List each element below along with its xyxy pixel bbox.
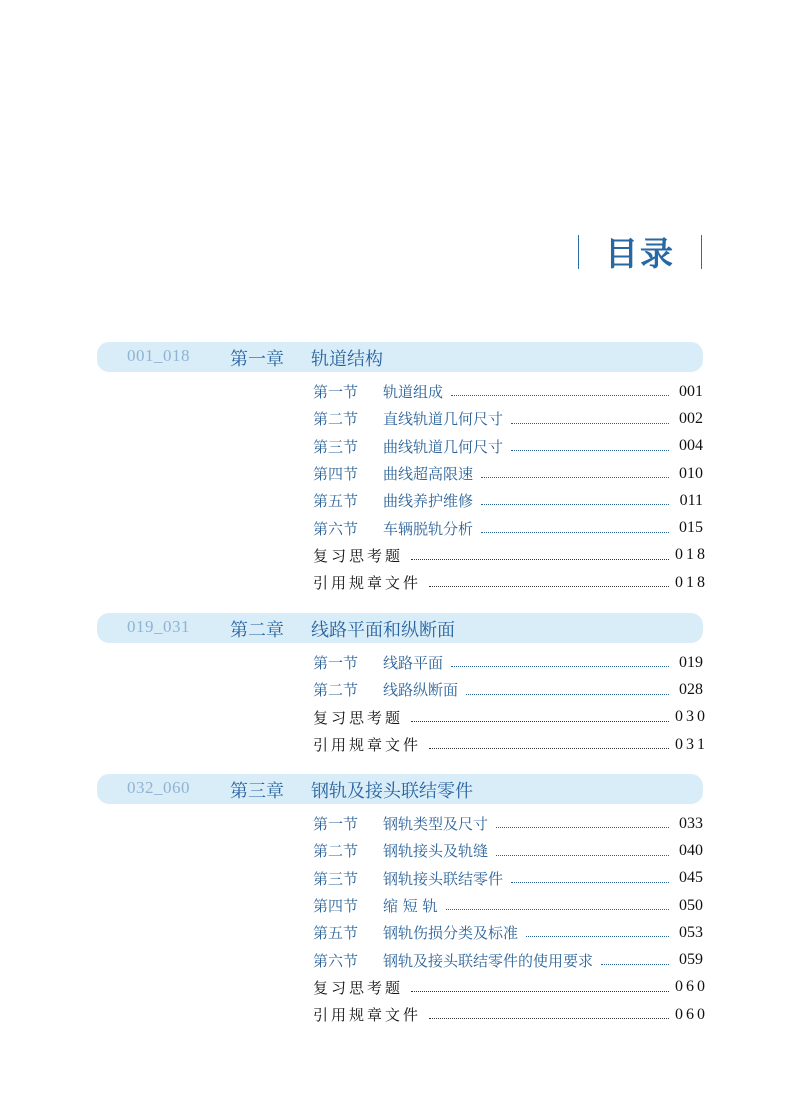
title-right-rule [701,235,702,269]
section-title: 曲线超高限速 [383,465,474,484]
chapter-title: 轨道结构 [311,349,383,370]
chapter-title: 钢轨及接头联结零件 [311,781,473,802]
chapter-page-range: 001_018 [127,346,190,365]
page-number: 001 [679,382,703,400]
dot-leader [451,395,669,396]
section-title: 曲线轨道几何尺寸 [383,437,504,456]
page-number: 060 [675,1005,708,1023]
toc-entry[interactable] [313,946,703,973]
toc-entry[interactable] [313,974,708,1001]
toc-entry[interactable] [313,704,708,731]
dot-leader [481,477,669,478]
chapter-block [97,342,708,596]
page-number: 060 [675,978,708,996]
dot-leader [429,1018,669,1019]
dot-leader [481,532,669,533]
toc-entry[interactable] [313,542,708,569]
chapter-title: 线路平面和纵断面 [311,620,455,641]
section-number: 第四节 [313,897,359,916]
section-title: 钢轨及接头联结零件的使用要求 [383,951,594,970]
page-number: 011 [679,491,703,509]
page-number: 045 [679,869,703,887]
page-number: 019 [679,653,703,671]
toc-entry[interactable] [313,731,708,758]
toc-entry[interactable] [313,569,708,596]
section-number: 第六节 [313,951,359,970]
dot-leader [429,586,669,587]
page-number: 030 [675,708,708,726]
section-number: 第三节 [313,869,359,888]
section-title: 线路纵断面 [383,681,459,700]
toc-entry[interactable] [313,487,703,514]
section-number: 第一节 [313,815,359,834]
section-title: 引用规章文件 [313,574,422,593]
section-number: 第五节 [313,492,359,511]
section-title: 复习思考题 [313,978,404,997]
dot-leader [496,827,669,828]
section-title: 钢轨接头及轨缝 [383,842,489,861]
chapter-header-bar [97,774,703,804]
section-title: 车辆脱轨分析 [383,519,474,538]
section-number: 第二节 [313,410,359,429]
dot-leader [451,666,669,667]
page-number: 050 [679,896,703,914]
section-title: 缩 短 轨 [383,897,438,916]
section-number: 第三节 [313,437,359,456]
chapter-page-range: 032_060 [127,778,190,797]
section-title: 钢轨接头联结零件 [383,869,504,888]
dot-leader [411,559,669,560]
dot-leader [526,936,669,937]
chapter-number: 第一章 [230,349,284,370]
toc-entry[interactable] [313,433,703,460]
section-title: 曲线养护维修 [383,492,474,511]
section-number: 第五节 [313,924,359,943]
toc-entry[interactable] [313,865,703,892]
section-number: 第六节 [313,519,359,538]
page-number: 028 [679,680,703,698]
dot-leader [511,450,669,451]
toc-entry[interactable] [313,837,703,864]
page-number: 002 [679,409,703,427]
dot-leader [496,855,669,856]
page-number: 033 [679,814,703,832]
toc-entry[interactable] [313,460,703,487]
dot-leader [446,909,669,910]
chapter-number: 第二章 [230,620,284,641]
dot-leader [429,748,669,749]
chapter-block [97,774,708,1028]
chapter-header-bar [97,342,703,372]
section-number: 第一节 [313,654,359,673]
chapter-page-range: 019_031 [127,617,190,636]
toc-entry[interactable] [313,378,703,405]
dot-leader [411,991,669,992]
dot-leader [466,694,669,695]
section-number: 第一节 [313,383,359,402]
page-number: 010 [679,464,703,482]
section-title: 轨道组成 [383,383,444,402]
section-number: 第二节 [313,842,359,861]
page-number: 015 [679,519,703,537]
page-number: 018 [675,546,708,564]
page-number: 031 [675,735,708,753]
section-title: 钢轨伤损分类及标准 [383,924,519,943]
page-number: 018 [675,573,708,591]
page-number: 040 [679,841,703,859]
toc-entry[interactable] [313,1001,708,1028]
toc-entry[interactable] [313,649,703,676]
section-title: 线路平面 [383,654,444,673]
page-title: 目录 [605,234,675,273]
section-title: 引用规章文件 [313,1006,422,1025]
toc-entry[interactable] [313,405,703,432]
dot-leader [511,423,669,424]
toc-entry[interactable] [313,810,703,837]
section-number: 第二节 [313,681,359,700]
section-title: 直线轨道几何尺寸 [383,410,504,429]
dot-leader [511,882,669,883]
chapter-block [97,613,708,758]
toc-entry[interactable] [313,514,703,541]
section-title: 复习思考题 [313,546,404,565]
section-title: 引用规章文件 [313,736,422,755]
page-number: 059 [679,951,703,969]
dot-leader [411,721,669,722]
section-title: 钢轨类型及尺寸 [383,815,489,834]
section-title: 复习思考题 [313,708,404,727]
section-number: 第四节 [313,465,359,484]
dot-leader [481,504,669,505]
dot-leader [601,964,669,965]
page-number: 053 [679,923,703,941]
toc-entry[interactable] [313,919,703,946]
chapter-number: 第三章 [230,781,284,802]
chapter-header-bar [97,613,703,643]
page-number: 004 [679,437,703,455]
toc-entry[interactable] [313,892,703,919]
toc-heading [578,228,702,275]
toc-entry[interactable] [313,676,703,703]
title-left-rule [578,235,579,269]
